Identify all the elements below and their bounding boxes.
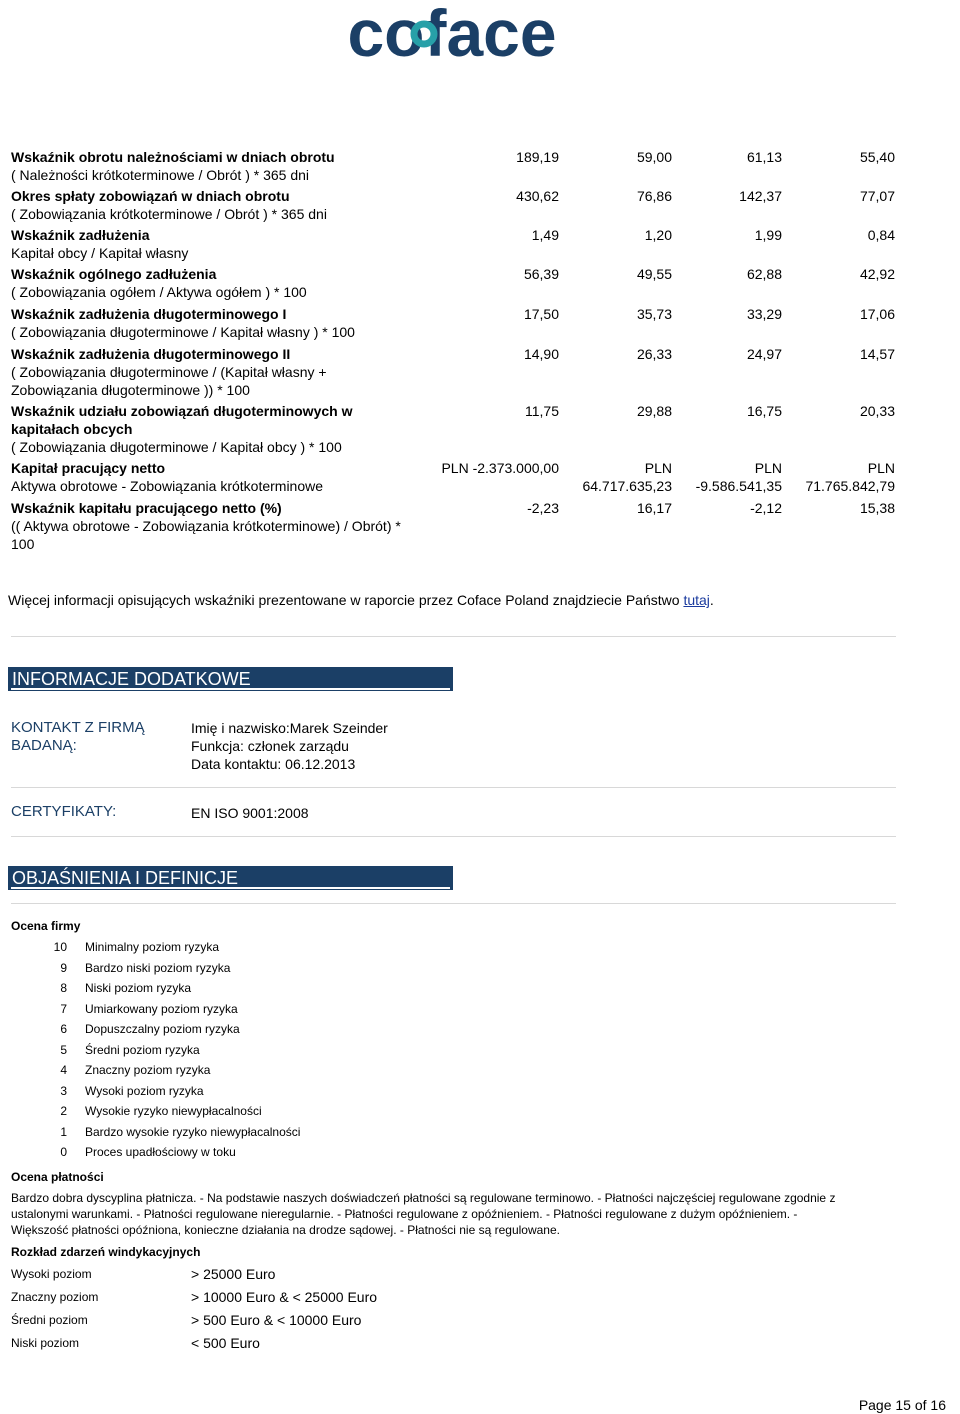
contact-name: Imię i nazwisko:Marek Szeinder [191,720,388,736]
metric-value: 29,88 [636,403,672,419]
rating-description: Dopuszczalny poziom ryzyka [85,1022,240,1036]
section-title: OBJAŚNIENIA I DEFINICJE [12,868,239,888]
metric-value: PLN [644,460,672,476]
metric-row [11,305,421,341]
rating-number: 6 [60,1022,67,1036]
metric-value: 11,75 [525,403,559,419]
list-item [0,1084,400,1100]
contact-details [191,719,388,773]
more-info-text [8,592,714,608]
list-item [0,1125,400,1141]
metric-value: 56,39 [523,266,559,282]
metric-value: 1,49 [531,227,559,243]
payment-line: ustalonymi warunkami. - Płatności regulowane nieregularnie. - Płatności regulowane z opóźnieniem. - Płatności regulowane z dużym opóźnieniem. - [11,1207,798,1221]
section-header-additional [8,667,453,691]
collection-title: Rozkład zdarzeń windykacyjnych [11,1245,201,1259]
metric-row [11,148,421,184]
metric-value: 0,84 [867,227,895,243]
metric-value: 33,29 [746,306,782,322]
metric-formula: ( Zobowiązania długoterminowe / (Kapitał własny + Zobowiązania długoterminowe )) * 100 [11,364,327,398]
rating-number: 0 [60,1145,67,1159]
divider [11,636,896,637]
metric-formula: Aktywa obrotowe - Zobowiązania krótkoterminowe [11,478,324,494]
metric-value: 61,13 [746,149,782,165]
metric-value: PLN -2.373.000,00 [441,460,559,476]
rating-number: 10 [53,940,67,954]
metric-value: 15,38 [859,500,895,516]
metric-value: 14,57 [859,346,895,362]
rating-description: Średni poziom ryzyka [85,1043,200,1057]
metric-formula: ( Zobowiązania krótkoterminowe / Obrót ) * 365 dni [11,206,327,222]
list-item [0,1145,400,1161]
collection-label: Niski poziom [11,1336,80,1350]
metric-value: 49,55 [636,266,672,282]
metric-title: Wskaźnik ogólnego zadłużenia [11,266,217,282]
metric-title: Wskaźnik obrotu należnościami w dniach obrotu [11,149,335,165]
metric-formula: ( Należności krótkoterminowe / Obrót ) * 365 dni [11,167,310,183]
coface-logo [336,0,568,64]
collection-label: Wysoki poziom [11,1267,92,1281]
rating-number: 2 [60,1104,67,1118]
more-info-sentence: Więcej informacji opisujących wskaźniki prezentowane w raporcie przez Coface Poland znajdziecie Państwo [8,592,684,608]
divider [11,903,896,904]
metric-value: 64.717.635,23 [582,478,672,494]
metric-value: 189,19 [516,149,559,165]
list-item [0,1022,400,1038]
contact-label-line2: BADANĄ: [11,737,77,754]
metric-value: 1,20 [644,227,672,243]
contact-date: Data kontaktu: 06.12.2013 [191,756,356,772]
list-item [0,1043,400,1059]
payment-title: Ocena płatności [11,1170,104,1184]
metric-value: PLN [867,460,895,476]
section-header-definitions [8,866,453,890]
metric-value: -9.586.541,35 [695,478,782,494]
rating-number: 3 [60,1084,67,1098]
metric-value: 430,62 [516,188,559,204]
metric-value: 142,37 [739,188,782,204]
metric-value: 62,88 [746,266,782,282]
metric-formula: (( Aktywa obrotowe - Zobowiązania krótkoterminowe) / Obrót) * 100 [11,518,401,552]
rating-number: 7 [60,1002,67,1016]
metric-value: 35,73 [636,306,672,322]
metric-title: Wskaźnik zadłużenia [11,227,150,243]
rating-number: 5 [60,1043,67,1057]
list-item [0,1104,400,1120]
metric-formula: ( Zobowiązania długoterminowe / Kapitał obcy ) * 100 [11,439,342,455]
payment-line: Bardzo dobra dyscyplina płatnicza. - Na podstawie naszych doświadczeń płatności są regulowane terminowo. - Płatności najczęściej regulowane zgodnie z [11,1191,836,1205]
rating-description: Bardzo niski poziom ryzyka [85,961,231,975]
metric-value: 20,33 [859,403,895,419]
metric-value: 17,06 [859,306,895,322]
payment-line: Większość płatności opóźniona, konieczne działania na drodze sądowej. - Płatności nie są regulowane. [11,1223,560,1237]
metric-title: Kapitał pracujący netto [11,460,166,476]
cert-value: EN ISO 9001:2008 [191,805,309,821]
metric-formula: Kapitał obcy / Kapitał własny [11,245,189,261]
rating-description: Proces upadłościowy w toku [85,1145,236,1159]
metric-value: 16,17 [636,500,672,516]
contact-role: Funkcja: członek zarządu [191,738,349,754]
metric-value: 16,75 [746,403,782,419]
rating-number: 1 [60,1125,67,1139]
collection-value: < 500 Euro [191,1335,260,1351]
rating-description: Bardzo wysokie ryzyko niewypłacalności [85,1125,301,1139]
metric-row [11,265,421,301]
divider [11,836,896,837]
list-item [0,940,400,956]
metric-formula: ( Zobowiązania ogółem / Aktywa ogółem ) * 100 [11,284,307,300]
rating-title: Ocena firmy [11,919,81,933]
rating-description: Wysoki poziom ryzyka [85,1084,204,1098]
rating-description: Znaczny poziom ryzyka [85,1063,211,1077]
metric-value: 77,07 [859,188,895,204]
metric-row [11,499,411,553]
metric-value: 59,00 [636,149,672,165]
logo-text: coface [347,0,557,64]
metric-value: 55,40 [859,149,895,165]
metric-row [11,459,421,495]
list-item [0,1002,400,1018]
metric-title: Wskaźnik udziału zobowiązań długoterminowych w kapitałach obcych [11,403,353,437]
list-item [0,981,400,997]
metric-row [11,187,421,223]
metric-value: 24,97 [746,346,782,362]
contact-label [11,719,145,755]
page-number: Page 15 of 16 [858,1397,946,1413]
metric-value: -2,23 [527,500,559,516]
metric-value: PLN [754,460,782,476]
metric-value: 71.765.842,79 [805,478,895,494]
rating-number: 8 [60,981,67,995]
more-info-link[interactable]: tutaj [683,592,710,608]
rating-description: Umiarkowany poziom ryzyka [85,1002,238,1016]
rating-description: Wysokie ryzyko niewypłacalności [85,1104,262,1118]
metric-title: Okres spłaty zobowiązań w dniach obrotu [11,188,290,204]
metric-row [11,226,421,262]
metric-title: Wskaźnik zadłużenia długoterminowego I [11,306,287,322]
metric-title: Wskaźnik zadłużenia długoterminowego II [11,346,291,362]
list-item [0,1063,400,1079]
metric-value: -2,12 [750,500,782,516]
divider [11,787,896,788]
metric-value: 26,33 [636,346,672,362]
metric-row [11,402,381,456]
section-title: INFORMACJE DODATKOWE [12,669,251,689]
collection-value: > 500 Euro & < 10000 Euro [191,1312,362,1328]
cert-label: CERTYFIKATY: [11,803,117,820]
contact-label-line1: KONTAKT Z FIRMĄ [11,719,145,736]
metric-title: Wskaźnik kapitału pracującego netto (%) [11,500,282,516]
metric-value: 14,90 [523,346,559,362]
metric-value: 76,86 [636,188,672,204]
metric-row [11,345,371,399]
collection-value: > 25000 Euro [191,1266,276,1282]
rating-description: Minimalny poziom ryzyka [85,940,220,954]
collection-label: Średni poziom [11,1313,88,1327]
metric-value: 1,99 [754,227,782,243]
metric-formula: ( Zobowiązania długoterminowe / Kapitał własny ) * 100 [11,324,355,340]
rating-number: 4 [60,1063,67,1077]
metric-value: 17,50 [523,306,559,322]
rating-description: Niski poziom ryzyka [85,981,192,995]
metric-value: 42,92 [859,266,895,282]
list-item [0,961,400,977]
more-info-end: . [709,592,714,608]
collection-value: > 10000 Euro & < 25000 Euro [191,1289,378,1305]
payment-description [11,1190,951,1238]
rating-number: 9 [60,961,67,975]
collection-label: Znaczny poziom [11,1290,99,1304]
